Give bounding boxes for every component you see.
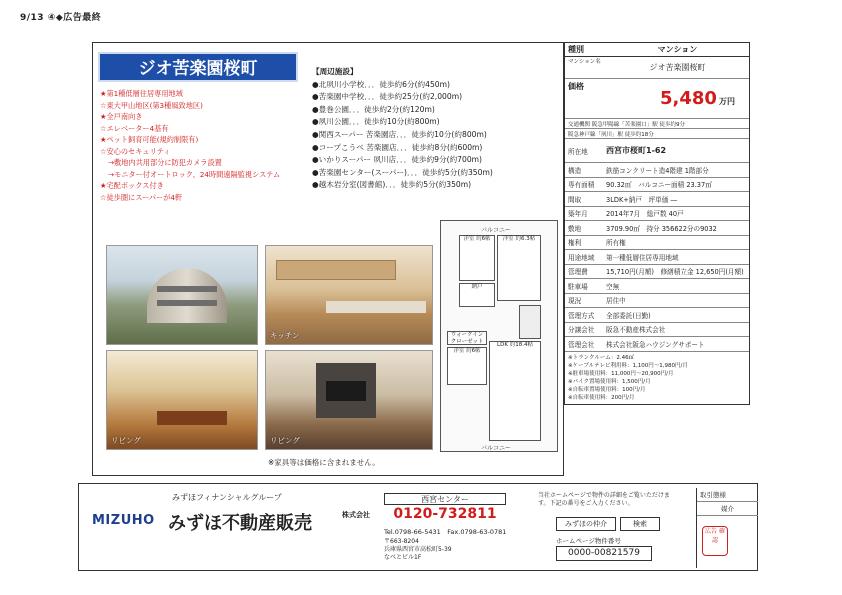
spec-price-unit: 万円 xyxy=(719,97,735,106)
spec-row-value: 全部委託(日勤) xyxy=(606,311,651,320)
tel-fax: Tel.0798-66-5431 Fax.0798-63-0781 xyxy=(384,528,507,536)
furniture-note: ※家具等は価格に含まれません。 xyxy=(268,458,380,467)
dining-table xyxy=(157,411,227,425)
spec-rows xyxy=(565,163,749,352)
nearby-item: ●コープこうべ 苦楽園店．．．徒歩約8分(約600m) xyxy=(312,142,483,152)
address-line: 〒663-8204 xyxy=(384,538,419,545)
feature-item: ★全戸南向き xyxy=(100,112,143,121)
spec-access-row xyxy=(565,129,749,139)
exterior-photo xyxy=(106,245,258,345)
spec-row xyxy=(565,323,749,338)
spec-row-label: 用途地域 xyxy=(568,253,595,262)
spec-notes xyxy=(565,352,749,404)
spec-row-label: 管理費 xyxy=(568,268,588,277)
address-line: 兵庫県西宮市高松町5-39 xyxy=(384,546,452,553)
spec-note: ※自転車置場使用料：100円/月 xyxy=(568,386,646,393)
spec-price-block xyxy=(603,88,749,109)
spec-row-label: 駐車場 xyxy=(568,282,588,291)
spec-row-value: 90.32㎡ バルコニー面積 23.37㎡ xyxy=(606,181,712,190)
company-type: 株式会社 xyxy=(342,511,370,519)
feature-item: ☆徒歩圏にスーパーが4軒 xyxy=(100,192,183,202)
hp-number-label: ホームページ物件番号 xyxy=(556,537,621,545)
feature-item: ☆安心のセキュリティ xyxy=(100,146,171,156)
phone-number[interactable]: 0120-732811 xyxy=(393,506,497,522)
search-button[interactable]: 検索 xyxy=(620,517,660,531)
nearby-item: ●北夙川小学校．．．徒歩約6分(約450m) xyxy=(312,79,450,89)
room-western-1 xyxy=(459,235,495,281)
feature-item: ☆エレベーター4基有 xyxy=(100,123,169,133)
spec-row xyxy=(565,250,749,265)
spec-row-value: 第一種低層住居専用地域 xyxy=(606,253,679,262)
nearby-item: ●夙川公園．．．徒歩約10分(約800m) xyxy=(312,117,440,127)
spec-kind-label: 種別 xyxy=(568,45,584,54)
nearby-item: ●苦楽園中学校．．．徒歩約25分(約2,000m) xyxy=(312,92,463,102)
room-storage xyxy=(459,283,495,307)
nearby-title: 【周辺施設】 xyxy=(312,67,358,76)
spec-note: ※バイク置場使用料：1,500円/月 xyxy=(568,378,651,385)
spec-row-value: 2014年7月 総戸数 40戸 xyxy=(606,210,684,219)
living-photo-2 xyxy=(265,350,433,450)
spec-row-value: 阪急不動産株式会社 xyxy=(606,326,666,335)
address-line: なべとビル1F xyxy=(384,554,422,561)
spec-row xyxy=(565,337,749,352)
spec-row-value: 株式会社阪急ハウジングサポート xyxy=(606,340,705,349)
spec-row-label: 管理会社 xyxy=(568,340,595,349)
room-label: 洋室 約6.3帖 xyxy=(502,236,536,242)
kitchen-photo xyxy=(265,245,433,345)
spec-note: ※駐車場使用料：11,000円～20,900円/月 xyxy=(568,370,674,377)
address xyxy=(384,538,452,562)
nearby-item: ●関西スーパー 苦楽園店．．．徒歩約10分(約800m) xyxy=(312,129,487,139)
room-label: LDK 約18.4帖 xyxy=(497,342,533,348)
spec-row-label: 間取 xyxy=(568,195,582,204)
approval-stamp: 広告 確認 xyxy=(702,526,728,556)
spec-row-value: 3LDK+納戸 坪単価 ― xyxy=(606,195,678,204)
room-label: 洋室 約6帖 xyxy=(463,236,491,242)
kitchen-counter xyxy=(326,301,426,313)
spec-price-row xyxy=(565,79,749,119)
spec-row-label: 権利 xyxy=(568,239,582,248)
balcony-top-label: バルコニー xyxy=(481,227,512,234)
spec-row xyxy=(565,178,749,193)
spec-row-value: 所有権 xyxy=(606,239,626,248)
spec-name-row xyxy=(565,57,749,79)
spec-row-value: 鉄筋コンクリート造4階建 1階部分 xyxy=(606,166,709,175)
spec-row-value: 3709.90㎡ 持分 356622分の9032 xyxy=(606,224,717,233)
spec-row-label: 現況 xyxy=(568,297,582,306)
spec-row xyxy=(565,221,749,236)
nearby-facilities xyxy=(312,66,562,192)
page-header: 9/13 ④◆広告最終 xyxy=(20,13,102,23)
nearby-item: ●いかりスーパー 夙川店．．．徒歩約9分(約700m) xyxy=(312,155,483,165)
building-shape xyxy=(147,268,227,323)
transaction-value: 媒介 xyxy=(697,502,758,516)
nearby-item: ●苦楽園センター(スーパー)．．．徒歩約5分(約350m) xyxy=(312,167,493,177)
mizuho-logo xyxy=(92,513,155,528)
homepage-text: 当社ホームページで物件の詳細をご覧いただけます。下記の番号をご入力ください。 xyxy=(538,492,670,507)
spec-note: ※ケーブルテレビ利用料：1,100円～1,980円/月 xyxy=(568,362,688,369)
room-bath xyxy=(519,305,541,339)
property-title: ジオ苦楽園桜町 xyxy=(98,52,298,82)
spec-row-value: 15,710円(月額) 修繕積立金 12,650円(月額) xyxy=(606,268,744,277)
room-wic xyxy=(447,331,487,345)
nearby-item: ●豊巻公園．．．徒歩約2分(約120m) xyxy=(312,104,435,114)
room-label: ウォークイン クローゼット xyxy=(450,332,484,345)
transaction-label: 取引態様 xyxy=(697,488,758,502)
living-photo-1 xyxy=(106,350,258,450)
nearby-item: ●越木岩分室(図書館)．．．徒歩約5分(約350m) xyxy=(312,180,472,190)
spec-name-label: マンション名 xyxy=(568,59,601,65)
spec-row xyxy=(565,236,749,251)
logo-text: MIZUHO xyxy=(92,513,155,528)
spec-price-label: 価格 xyxy=(568,82,584,91)
spec-row-label: 分譲会社 xyxy=(568,326,595,335)
living-caption-1: リビング xyxy=(111,436,141,445)
spec-location-label: 所在地 xyxy=(568,147,588,156)
room-western-2 xyxy=(497,235,541,301)
spec-row-label: 管理方式 xyxy=(568,311,595,320)
spec-row-label: 敷地 xyxy=(568,224,582,233)
spec-row-value: 居住中 xyxy=(606,297,626,306)
spec-row xyxy=(565,308,749,323)
feature-list xyxy=(100,88,312,203)
building-window-band xyxy=(157,300,217,306)
spec-note: ※自転車使用料：200円/月 xyxy=(568,394,635,401)
room-western-3 xyxy=(447,347,487,385)
feature-item: ★ペット飼育可能(規約制限有) xyxy=(100,135,199,144)
feature-item: →モニター付オートロック、24時間遠隔監視システム xyxy=(108,169,281,179)
center-label: 西宮センター xyxy=(384,493,506,505)
spec-price-value: 5,480 xyxy=(659,88,717,109)
spec-row xyxy=(565,294,749,309)
spec-note: ※トランクルーム：2.46㎡ xyxy=(568,354,635,361)
spec-kind-value: マンション xyxy=(657,45,698,54)
feature-item: ★宅配ボックス付き xyxy=(100,181,164,190)
company-name: みずほ不動産販売 xyxy=(168,513,312,534)
spec-row xyxy=(565,192,749,207)
feature-item: ☆東大甲山地区(第3種風致地区) xyxy=(100,100,203,110)
kitchen-caption: キッチン xyxy=(270,331,300,340)
spec-access-1: 交通機関 阪急甲陽線「苦楽園口」駅 徒歩約9分 xyxy=(568,121,685,128)
balcony-bottom-label: バルコニー xyxy=(481,445,512,452)
spec-location-row xyxy=(565,139,749,163)
spec-row-label: 築年月 xyxy=(568,210,588,219)
spec-row-label: 構造 xyxy=(568,166,582,175)
tv-screen xyxy=(326,381,366,401)
room-label: 洋室 約6帖 xyxy=(453,348,481,354)
building-window-band xyxy=(157,286,217,292)
spec-access-row xyxy=(565,119,749,129)
room-ldk xyxy=(489,341,541,441)
spec-row-value: 空無 xyxy=(606,282,620,291)
group-name: みずほフィナンシャルグループ xyxy=(172,493,282,502)
search-keyword-box[interactable]: みずほの仲介 xyxy=(556,517,616,531)
living-caption-2: リビング xyxy=(270,436,300,445)
spec-row xyxy=(565,279,749,294)
spec-access-2: 阪急神戸線「夙川」駅 徒歩約18分 xyxy=(568,131,654,138)
spec-row xyxy=(565,265,749,280)
hp-number: 0000-00821579 xyxy=(556,546,652,561)
feature-item: ★第1種低層住居専用地域 xyxy=(100,89,183,98)
kitchen-cabinets xyxy=(276,260,396,280)
spec-table xyxy=(564,42,750,405)
spec-row-label: 専有面積 xyxy=(568,181,595,190)
spec-row xyxy=(565,163,749,178)
spec-row xyxy=(565,207,749,222)
floor-plan xyxy=(440,220,558,452)
feature-item: →敷地内共用部分に防犯カメラ設置 xyxy=(108,158,222,167)
spec-name-value: ジオ苦楽園桜町 xyxy=(649,63,706,72)
spec-kind-row xyxy=(565,43,749,57)
spec-location-value: 西宮市桜町1-62 xyxy=(606,146,667,155)
room-label: 納戸 xyxy=(471,284,483,290)
